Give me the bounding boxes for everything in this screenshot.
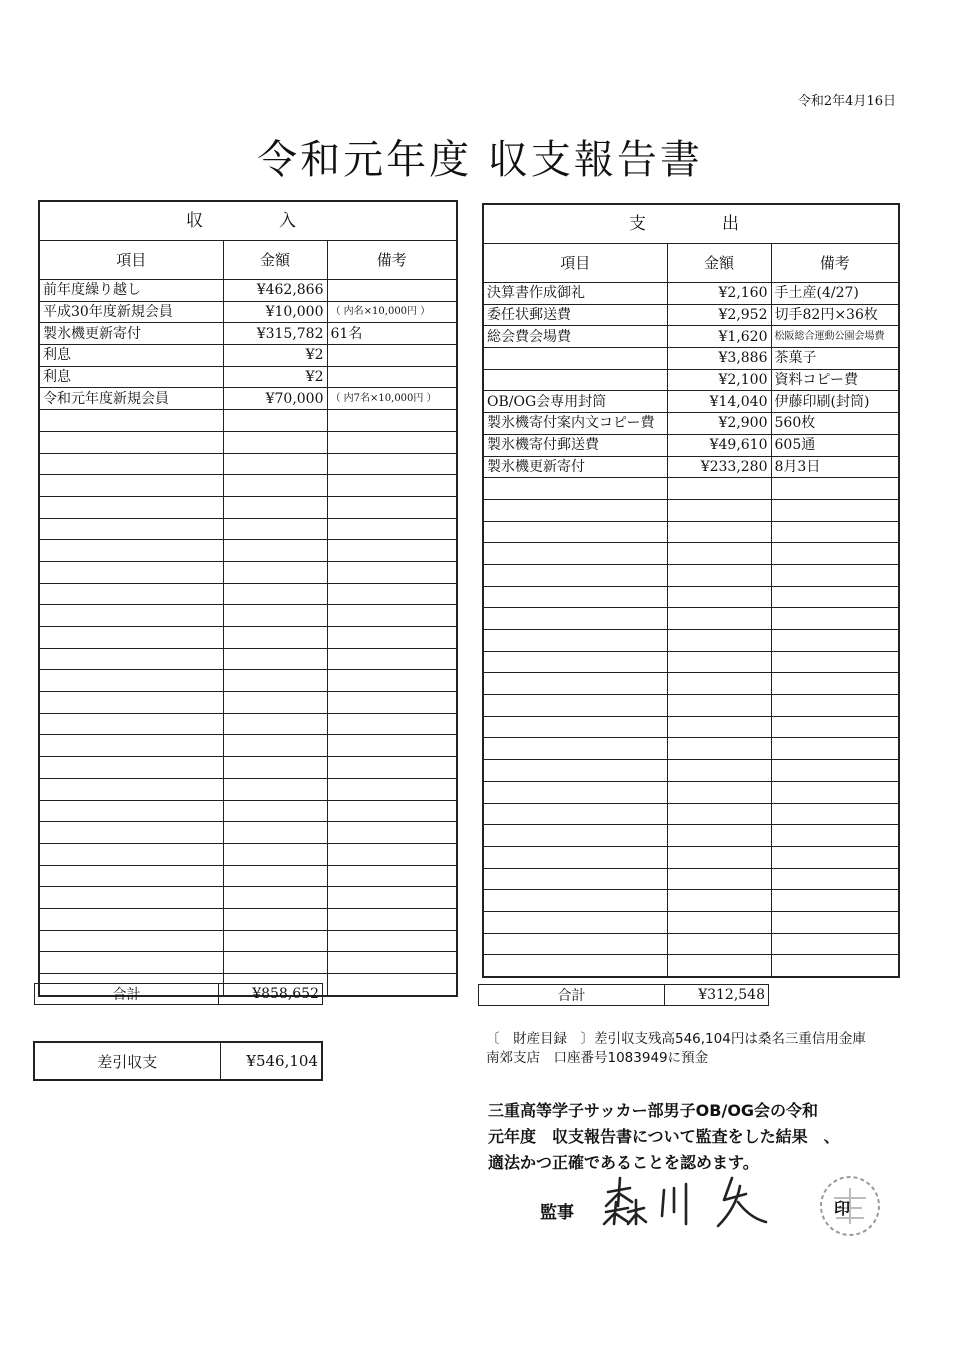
expense-col-item: 項目 (483, 244, 667, 283)
table-row (483, 456, 899, 478)
amount-cell (223, 735, 327, 757)
table-row (483, 911, 899, 933)
table-row (39, 561, 457, 583)
amount-cell (667, 673, 771, 695)
audit-line: 適法かつ正確であることを認めます。 (488, 1153, 759, 1172)
table-row (39, 366, 457, 388)
audit-statement (488, 1098, 928, 1176)
notes-cell (327, 605, 457, 627)
amount-cell: ¥1,620 (667, 326, 771, 348)
notes-cell (327, 280, 457, 302)
item-cell (483, 543, 667, 565)
item-cell (483, 695, 667, 717)
amount-cell: ¥10,000 (223, 301, 327, 323)
balance-label: 差引収支 (34, 1042, 220, 1080)
item-cell (483, 499, 667, 521)
item-cell (483, 846, 667, 868)
item-cell (483, 608, 667, 630)
expense-col-amount: 金額 (667, 244, 771, 283)
amount-cell (223, 865, 327, 887)
notes-cell (327, 496, 457, 518)
item-cell: 製氷機更新寄付 (39, 323, 223, 345)
amount-cell (223, 561, 327, 583)
assets-note-line: 南郊支店 口座番号1083949に預金 (486, 1050, 709, 1066)
notes-cell (771, 716, 899, 738)
notes-cell (327, 800, 457, 822)
table-row (39, 887, 457, 909)
notes-cell (771, 803, 899, 825)
table-row (483, 283, 899, 305)
notes-cell (771, 564, 899, 586)
notes-cell (327, 345, 457, 367)
amount-cell (667, 586, 771, 608)
table-row (483, 391, 899, 413)
item-cell (483, 738, 667, 760)
notes-cell (327, 865, 457, 887)
notes-cell (327, 778, 457, 800)
item-cell (483, 911, 667, 933)
item-cell (483, 586, 667, 608)
notes-cell (327, 561, 457, 583)
item-cell (39, 648, 223, 670)
amount-cell (223, 822, 327, 844)
notes-cell (771, 543, 899, 565)
notes-cell (327, 475, 457, 497)
table-row (483, 890, 899, 912)
notes-cell (771, 760, 899, 782)
item-cell: 利息 (39, 366, 223, 388)
notes-cell (327, 887, 457, 909)
income-section-label: 収 入 (39, 201, 457, 241)
expense-total-row (478, 984, 769, 1006)
expense-section-label: 支 出 (483, 204, 899, 244)
item-cell (483, 933, 667, 955)
income-col-amount: 金額 (223, 241, 327, 280)
seal-label: 印 (834, 1199, 851, 1218)
table-row (483, 760, 899, 782)
notes-cell (327, 692, 457, 714)
amount-cell (223, 670, 327, 692)
amount-cell (223, 887, 327, 909)
amount-cell (667, 760, 771, 782)
item-cell (39, 561, 223, 583)
amount-cell (667, 846, 771, 868)
item-cell (39, 431, 223, 453)
notes-cell: 605通 (771, 434, 899, 456)
income-total-row (34, 983, 323, 1005)
amount-cell (223, 496, 327, 518)
notes-cell (771, 825, 899, 847)
table-row (483, 738, 899, 760)
notes-cell: 8月3日 (771, 456, 899, 478)
notes-cell (327, 908, 457, 930)
table-row (39, 648, 457, 670)
item-cell (39, 800, 223, 822)
amount-cell (667, 738, 771, 760)
table-row (483, 434, 899, 456)
table-row (39, 453, 457, 475)
item-cell (39, 518, 223, 540)
amount-cell (667, 695, 771, 717)
balance-box (33, 1041, 323, 1081)
amount-cell: ¥49,610 (667, 434, 771, 456)
item-cell: 製氷機寄付案内文コピー費 (483, 413, 667, 435)
item-cell: 利息 (39, 345, 223, 367)
amount-cell: ¥2 (223, 366, 327, 388)
audit-line: 元年度 収支報告書について監査をした結果 、 (488, 1127, 840, 1146)
amount-cell (223, 800, 327, 822)
item-cell (483, 781, 667, 803)
notes-cell: 茶菓子 (771, 348, 899, 370)
item-cell (483, 521, 667, 543)
item-cell (39, 865, 223, 887)
notes-cell (771, 781, 899, 803)
report-date: 令和2年4月16日 (797, 94, 896, 109)
amount-cell (667, 608, 771, 630)
table-row (39, 496, 457, 518)
notes-cell (327, 713, 457, 735)
table-row (483, 543, 899, 565)
table-row (483, 695, 899, 717)
notes-cell (771, 738, 899, 760)
expense-col-notes: 備考 (771, 244, 899, 283)
table-row (39, 518, 457, 540)
table-row (39, 475, 457, 497)
amount-cell (667, 716, 771, 738)
item-cell: 前年度繰り越し (39, 280, 223, 302)
item-cell (483, 868, 667, 890)
item-cell: 委任状郵送費 (483, 304, 667, 326)
amount-cell (667, 543, 771, 565)
table-row (483, 630, 899, 652)
notes-cell (771, 911, 899, 933)
table-row (39, 778, 457, 800)
amount-cell (667, 890, 771, 912)
handwritten-signature (600, 1172, 780, 1232)
amount-cell (223, 713, 327, 735)
table-row (483, 933, 899, 955)
notes-cell (771, 868, 899, 890)
notes-cell: 切手82円×36枚 (771, 304, 899, 326)
amount-cell (223, 431, 327, 453)
notes-cell (327, 974, 457, 996)
table-row (483, 564, 899, 586)
amount-cell: ¥70,000 (223, 388, 327, 410)
item-cell (39, 627, 223, 649)
item-cell (39, 453, 223, 475)
table-row (483, 825, 899, 847)
item-cell (39, 410, 223, 432)
item-cell (483, 803, 667, 825)
amount-cell (223, 410, 327, 432)
amount-cell (667, 564, 771, 586)
table-row (483, 348, 899, 370)
item-cell (483, 890, 667, 912)
amount-cell (223, 518, 327, 540)
item-cell (483, 564, 667, 586)
table-row (39, 345, 457, 367)
auditor-label: 監事 (540, 1203, 574, 1223)
notes-cell (771, 890, 899, 912)
notes-cell: （ 内7名×10,000円 ） (327, 388, 457, 410)
table-row (39, 627, 457, 649)
item-cell (483, 369, 667, 391)
amount-cell (223, 540, 327, 562)
table-row (39, 280, 457, 302)
table-row (39, 410, 457, 432)
item-cell (39, 908, 223, 930)
item-cell (483, 716, 667, 738)
item-cell (483, 760, 667, 782)
item-cell (39, 605, 223, 627)
expense-table (482, 203, 900, 978)
amount-cell (667, 651, 771, 673)
notes-cell (327, 366, 457, 388)
table-row (483, 478, 899, 500)
amount-cell (223, 453, 327, 475)
item-cell (483, 630, 667, 652)
notes-cell (771, 673, 899, 695)
amount-cell (223, 475, 327, 497)
amount-cell (223, 627, 327, 649)
amount-cell: ¥315,782 (223, 323, 327, 345)
amount-cell (667, 803, 771, 825)
notes-cell (327, 431, 457, 453)
amount-cell: ¥2,100 (667, 369, 771, 391)
item-cell (39, 670, 223, 692)
item-cell (483, 478, 667, 500)
notes-cell (771, 955, 899, 977)
notes-cell (327, 627, 457, 649)
page-title: 令和元年度 収支報告書 (257, 137, 703, 183)
item-cell (483, 825, 667, 847)
table-row (483, 673, 899, 695)
notes-cell (327, 843, 457, 865)
amount-cell: ¥14,040 (667, 391, 771, 413)
amount-cell (667, 868, 771, 890)
item-cell (483, 651, 667, 673)
income-total-value: ¥858,652 (219, 984, 323, 1005)
notes-cell (327, 757, 457, 779)
item-cell: 平成30年度新規会員 (39, 301, 223, 323)
notes-cell (327, 583, 457, 605)
table-row (39, 865, 457, 887)
balance-value: ¥546,104 (220, 1042, 322, 1080)
table-row (483, 413, 899, 435)
table-row (483, 586, 899, 608)
item-cell (39, 713, 223, 735)
item-cell (39, 757, 223, 779)
table-row (39, 692, 457, 714)
assets-note (486, 1030, 926, 1068)
item-cell (39, 778, 223, 800)
amount-cell: ¥462,866 (223, 280, 327, 302)
item-cell: 製氷機更新寄付 (483, 456, 667, 478)
item-cell (39, 952, 223, 974)
table-row (483, 955, 899, 977)
notes-cell (327, 540, 457, 562)
notes-cell: （ 内名×10,000円 ） (327, 301, 457, 323)
item-cell (483, 673, 667, 695)
item-cell: 決算書作成御礼 (483, 283, 667, 305)
table-row (39, 670, 457, 692)
amount-cell (223, 778, 327, 800)
assets-note-line: 〔 財産目録 〕差引収支残高546,104円は桑名三重信用金庫 (486, 1031, 866, 1047)
notes-cell: 61名 (327, 323, 457, 345)
table-row (483, 651, 899, 673)
item-cell (39, 822, 223, 844)
table-row (39, 800, 457, 822)
notes-cell (327, 930, 457, 952)
item-cell (483, 955, 667, 977)
amount-cell (223, 843, 327, 865)
income-table (38, 200, 458, 997)
amount-cell: ¥2,952 (667, 304, 771, 326)
item-cell: 令和元年度新規会員 (39, 388, 223, 410)
amount-cell (223, 648, 327, 670)
notes-cell (771, 933, 899, 955)
item-cell (39, 887, 223, 909)
amount-cell (223, 757, 327, 779)
item-cell (483, 348, 667, 370)
item-cell (39, 496, 223, 518)
table-row (483, 369, 899, 391)
amount-cell (667, 499, 771, 521)
item-cell (39, 475, 223, 497)
amount-cell (667, 630, 771, 652)
notes-cell: 伊藤印刷(封筒) (771, 391, 899, 413)
notes-cell (327, 822, 457, 844)
table-row (39, 301, 457, 323)
table-row (39, 431, 457, 453)
table-row (483, 499, 899, 521)
table-row (39, 908, 457, 930)
table-row (39, 605, 457, 627)
notes-cell (327, 648, 457, 670)
table-row (39, 822, 457, 844)
table-row (483, 868, 899, 890)
item-cell: OB/OG会専用封筒 (483, 391, 667, 413)
amount-cell: ¥2,160 (667, 283, 771, 305)
notes-cell (771, 846, 899, 868)
amount-cell (223, 692, 327, 714)
amount-cell (667, 521, 771, 543)
notes-cell (327, 670, 457, 692)
table-row (39, 583, 457, 605)
amount-cell: ¥233,280 (667, 456, 771, 478)
expense-total-value: ¥312,548 (665, 985, 769, 1006)
table-row (483, 608, 899, 630)
amount-cell (667, 955, 771, 977)
notes-cell (771, 651, 899, 673)
amount-cell (667, 478, 771, 500)
table-row (483, 326, 899, 348)
amount-cell (223, 908, 327, 930)
table-row (483, 716, 899, 738)
amount-cell (223, 583, 327, 605)
item-cell (39, 692, 223, 714)
notes-cell (771, 586, 899, 608)
income-rows (39, 280, 457, 996)
notes-cell: 松阪総合運動公園会場費 (771, 326, 899, 348)
item-cell (39, 540, 223, 562)
table-row (483, 803, 899, 825)
notes-cell (771, 499, 899, 521)
audit-line: 三重高等学子サッカー部男子OB/OG会の令和 (488, 1101, 819, 1120)
notes-cell (771, 608, 899, 630)
table-row (483, 304, 899, 326)
amount-cell (223, 952, 327, 974)
table-row (483, 521, 899, 543)
amount-cell: ¥2 (223, 345, 327, 367)
table-row (39, 540, 457, 562)
amount-cell (667, 911, 771, 933)
item-cell (39, 735, 223, 757)
amount-cell (667, 933, 771, 955)
income-col-notes: 備考 (327, 241, 457, 280)
item-cell: 総会費会場費 (483, 326, 667, 348)
item-cell (39, 583, 223, 605)
table-row (39, 388, 457, 410)
amount-cell (667, 781, 771, 803)
notes-cell: 手土産(4/27) (771, 283, 899, 305)
table-row (39, 757, 457, 779)
table-row (39, 713, 457, 735)
table-row (39, 323, 457, 345)
table-row (39, 952, 457, 974)
income-col-item: 項目 (39, 241, 223, 280)
expense-rows (483, 283, 899, 978)
amount-cell: ¥2,900 (667, 413, 771, 435)
notes-cell (771, 695, 899, 717)
notes-cell (327, 518, 457, 540)
amount-cell (667, 825, 771, 847)
item-cell (39, 843, 223, 865)
table-row (39, 735, 457, 757)
notes-cell (327, 952, 457, 974)
notes-cell (771, 630, 899, 652)
notes-cell (327, 735, 457, 757)
item-cell (39, 930, 223, 952)
notes-cell: 資料コピー費 (771, 369, 899, 391)
notes-cell (771, 478, 899, 500)
table-row (39, 930, 457, 952)
amount-cell (223, 930, 327, 952)
income-total-label: 合計 (35, 984, 219, 1005)
table-row (39, 843, 457, 865)
amount-cell: ¥3,886 (667, 348, 771, 370)
notes-cell (327, 410, 457, 432)
table-row (483, 781, 899, 803)
amount-cell (223, 605, 327, 627)
notes-cell: 560枚 (771, 413, 899, 435)
table-row (483, 846, 899, 868)
item-cell: 製氷機寄付郵送費 (483, 434, 667, 456)
notes-cell (771, 521, 899, 543)
expense-total-label: 合計 (479, 985, 665, 1006)
notes-cell (327, 453, 457, 475)
